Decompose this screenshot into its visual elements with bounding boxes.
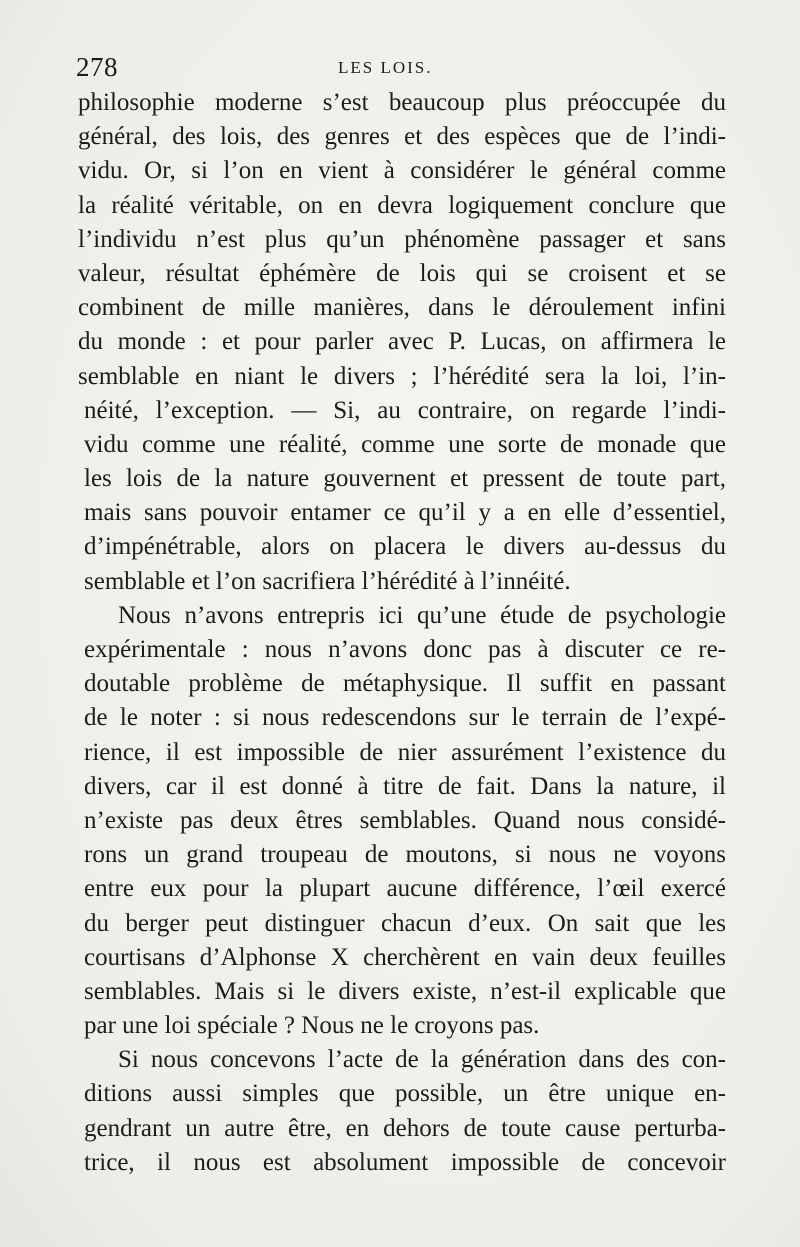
paragraph-start-line: Si nous concevons l’acte de la génération dans des con- xyxy=(118,1046,726,1074)
page-number: 278 xyxy=(76,52,118,82)
page-header xyxy=(76,48,728,88)
text-line: semblable en niant le divers ; l’hérédité sera la loi, l’in- xyxy=(78,362,726,390)
body-text xyxy=(78,86,726,1180)
text-line: du monde : et pour parler avec P. Lucas, on affirmera le xyxy=(78,328,726,356)
text-line: courtisans d’Alphonse X cherchèrent en vain deux feuilles xyxy=(84,943,726,971)
text-line: la réalité véritable, on en devra logiquement conclure que xyxy=(78,191,726,219)
text-line: entre eux pour la plupart aucune différence, l’œil exercé xyxy=(84,875,726,903)
text-line: de le noter : si nous redescendons sur le terrain de l’expé- xyxy=(84,704,726,732)
text-line: général, des lois, des genres et des espèces que de l’indi- xyxy=(78,123,726,151)
paragraph-start-line: Nous n’avons entrepris ici qu’une étude de psychologie xyxy=(118,601,726,629)
text-line: vidu comme une réalité, comme une sorte de monade que xyxy=(84,430,726,458)
text-line: par une loi spéciale ? Nous ne le croyons pas. xyxy=(84,1012,540,1040)
text-line: d’impénétrable, alors on placera le divers au-dessus du xyxy=(84,533,726,561)
text-line: semblable et l’on sacrifiera l’hérédité à l’innéité. xyxy=(84,567,571,595)
text-line: ditions aussi simples que possible, un être unique en- xyxy=(84,1080,726,1108)
text-line: du berger peut distinguer chacun d’eux. On sait que les xyxy=(84,909,726,937)
text-line: rons un grand troupeau de moutons, si nous ne voyons xyxy=(84,841,726,869)
text-line: vidu. Or, si l’on en vient à considérer le général comme xyxy=(78,157,726,185)
text-line: trice, il nous est absolument impossible de concevoir xyxy=(84,1148,726,1176)
text-line: semblables. Mais si le divers existe, n’est-il explicable que xyxy=(84,977,726,1005)
text-line: n’existe pas deux êtres semblables. Quand nous considé- xyxy=(84,806,726,834)
text-line: l’individu n’est plus qu’un phénomène passager et sans xyxy=(78,225,726,253)
text-line: gendrant un autre être, en dehors de toute cause perturba- xyxy=(84,1114,726,1142)
text-line: les lois de la nature gouvernent et pressent de toute part, xyxy=(84,465,726,493)
running-title: LES LOIS. xyxy=(338,58,433,77)
text-line: divers, car il est donné à titre de fait. Dans la nature, il xyxy=(84,772,726,800)
text-line: philosophie moderne s’est beaucoup plus préoccupée du xyxy=(78,89,726,116)
text-line: expérimentale : nous n’avons donc pas à discuter ce re- xyxy=(84,636,726,663)
text-line: valeur, résultat éphémère de lois qui se croisent et se xyxy=(78,259,726,287)
text-line: mais sans pouvoir entamer ce qu’il y a en elle d’essentiel, xyxy=(84,499,726,527)
text-line: rience, il est impossible de nier assurément l’existence du xyxy=(84,738,726,766)
text-line: néité, l’exception. — Si, au contraire, on regarde l’indi- xyxy=(84,396,726,424)
text-line: combinent de mille manières, dans le déroulement infini xyxy=(78,294,726,322)
text-line: doutable problème de métaphysique. Il suffit en passant xyxy=(84,670,726,698)
